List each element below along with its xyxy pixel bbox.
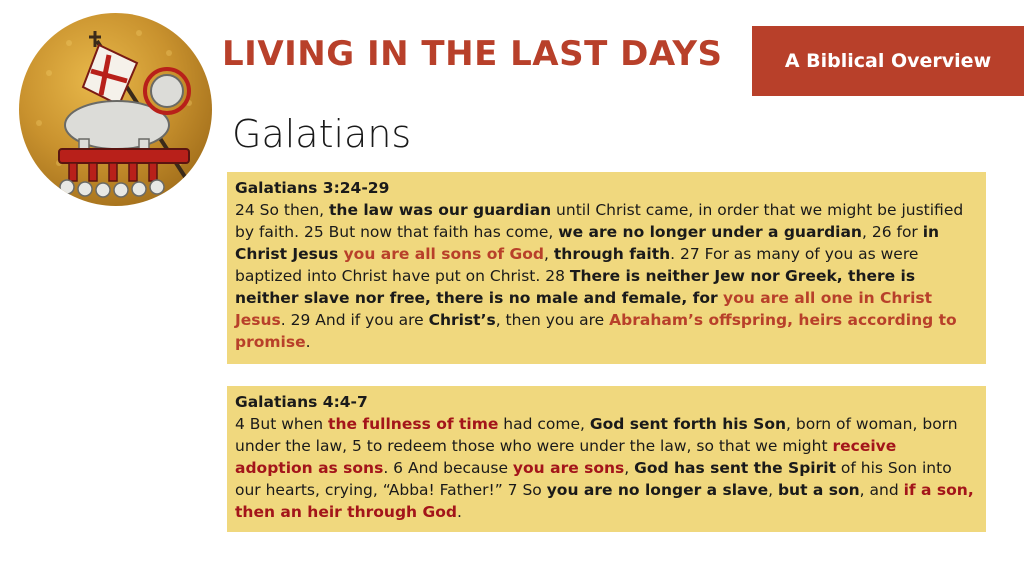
passage-segment: , and xyxy=(859,481,904,499)
passage-segment: There is neither Jew nor Greek, there is neither slave nor free, there is no male and female, for xyxy=(235,267,916,307)
passage-segment: but a son xyxy=(777,481,860,499)
passage-segment: . 29 And if you are xyxy=(280,311,429,329)
passage-segment: God sent forth his Son xyxy=(589,415,787,433)
passage-segment: God has sent the Spirit xyxy=(634,459,836,477)
scripture-passage xyxy=(227,172,986,364)
passage-segment: 24 So then, xyxy=(235,201,330,219)
passage-segment: of his Son into our hearts, crying, “Abba! Father!” 7 So xyxy=(235,459,952,499)
passage-segment: . xyxy=(305,333,311,351)
passage-segment: 4 But when xyxy=(235,415,329,433)
passage-segment: receive adoption as sons xyxy=(235,437,897,477)
agnus-dei-mosaic-icon xyxy=(19,13,212,206)
page-title: LIVING IN THE LAST DAYS xyxy=(222,34,723,74)
subtitle-badge: A Biblical Overview xyxy=(752,26,1024,96)
section-title: Galatians xyxy=(232,112,412,156)
scripture-passage xyxy=(227,386,986,532)
passage-segment: if a son, then an heir through God xyxy=(235,481,974,521)
passage-segment: , xyxy=(544,245,554,263)
passage-segment: you are all one in Christ Jesus xyxy=(235,289,933,329)
passage-segment: . xyxy=(456,503,462,521)
passage-text xyxy=(235,201,963,351)
passage-reference: Galatians 4:4-7 xyxy=(235,393,368,411)
passage-reference: Galatians 3:24-29 xyxy=(235,179,390,197)
passage-segment: Christ’s xyxy=(428,311,496,329)
passage-text xyxy=(235,415,974,521)
passage-segment: we are no longer under a guardian xyxy=(558,223,862,241)
passage-segment: , born of woman, born under the law, 5 to redeem those who were under the law, so that we might xyxy=(235,415,958,455)
passage-segment: in Christ Jesus xyxy=(235,223,940,263)
passage-segment: , 26 for xyxy=(861,223,923,241)
passage-segment: you are all sons of God xyxy=(343,245,545,263)
passage-segment: . 6 And because xyxy=(383,459,513,477)
passage-segment: you are sons xyxy=(512,459,625,477)
passage-segment: Abraham’s offspring, heirs according to promise xyxy=(235,311,957,351)
passage-segment: through faith xyxy=(553,245,671,263)
passage-segment: until Christ came, in order that we might be justified by faith. 25 But now that faith has come, xyxy=(235,201,964,241)
passage-segment: the fullness of time xyxy=(328,415,499,433)
passage-segment: you are no longer a slave xyxy=(546,481,769,499)
passage-segment: had come, xyxy=(498,415,590,433)
passage-segment: . 27 For as many of you as were baptized into Christ have put on Christ. 28 xyxy=(235,245,919,285)
passage-segment: , then you are xyxy=(495,311,610,329)
passage-segment: , xyxy=(768,481,778,499)
passage-segment: , xyxy=(624,459,635,477)
passage-segment: the law was our guardian xyxy=(329,201,552,219)
